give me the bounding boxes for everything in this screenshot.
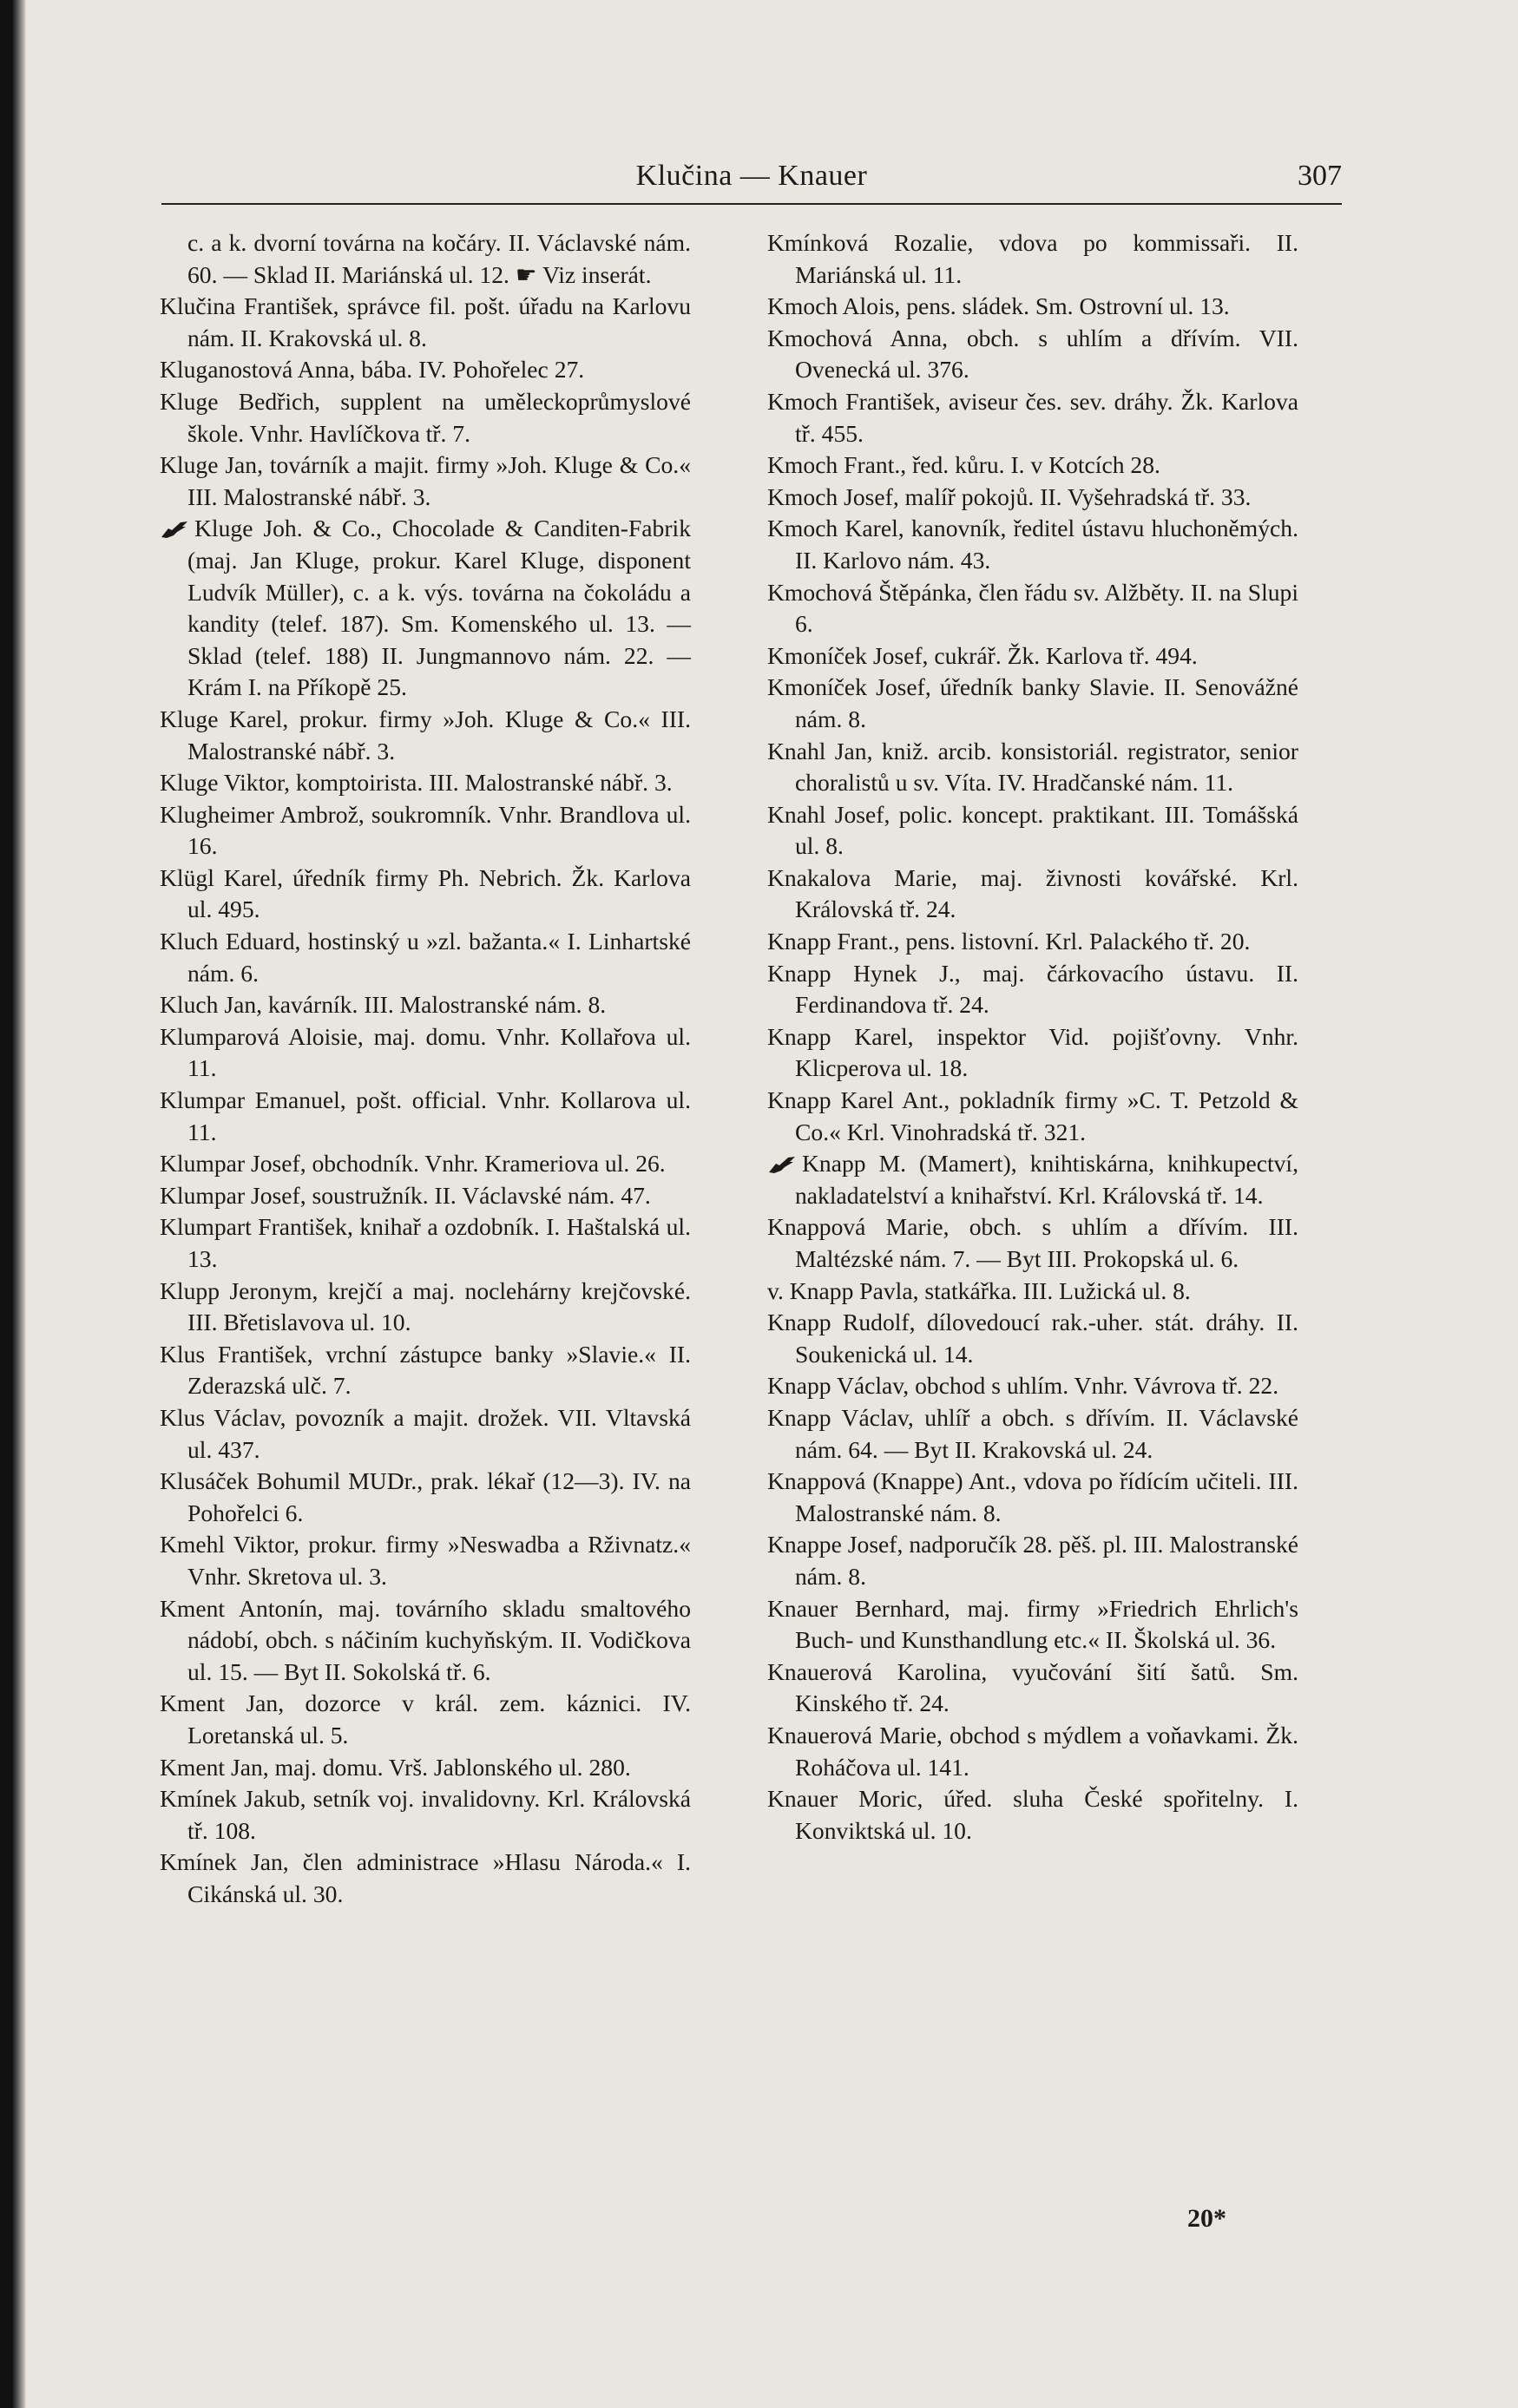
entry-text: Klusáček Bohumil MUDr., prak. lékař (12—3). IV. na Pohořelci 6. — [160, 1467, 691, 1526]
entry-text: Kmoch Frant., řed. kůru. I. v Kotcích 28. — [767, 451, 1160, 479]
entry-text: Knahl Josef, polic. koncept. praktikant. III. Tomášská ul. 8. — [767, 800, 1298, 860]
directory-entry — [767, 863, 1298, 926]
entry-text: Klumpart František, knihař a ozdobník. I. Haštalská ul. 13. — [160, 1213, 691, 1272]
entry-text: Knapp Hynek J., maj. čárkovacího ústavu. II. Ferdinandova tř. 24. — [767, 959, 1298, 1019]
directory-entry — [160, 1339, 691, 1402]
directory-entry — [767, 1276, 1298, 1308]
entry-text: Kmehl Viktor, prokur. firmy »Neswadba a Rživnatz.« Vnhr. Skretova ul. 3. — [160, 1531, 691, 1590]
directory-entry — [767, 640, 1298, 673]
directory-entry — [767, 1466, 1298, 1529]
directory-entry — [767, 1402, 1298, 1466]
scan-edge — [0, 0, 26, 2408]
entry-text: Kmínková Rozalie, vdova po kommissaři. II. Mariánská ul. 11. — [767, 229, 1298, 288]
left-column — [160, 227, 691, 1910]
entry-text: Knapp Václav, obchod s uhlím. Vnhr. Vávrova tř. 22. — [767, 1372, 1279, 1400]
directory-entry — [767, 1783, 1298, 1847]
entry-text: Knakalova Marie, maj. živnosti kovářské. Krl. Královská tř. 24. — [767, 863, 1298, 923]
directory-entry — [767, 958, 1298, 1021]
header-rule — [161, 203, 1342, 205]
entry-text: Knauerová Karolina, vyučování šití šatů. Sm. Kinského tř. 24. — [767, 1657, 1298, 1717]
entry-text: Kluganostová Anna, bába. IV. Pohořelec 27. — [160, 356, 585, 384]
directory-entry — [160, 354, 691, 386]
directory-entry — [160, 1529, 691, 1592]
directory-entry — [160, 1148, 691, 1180]
directory-entry — [160, 1752, 691, 1784]
entry-text: Kmoch František, aviseur čes. sev. dráhy. Žk. Karlova tř. 455. — [767, 387, 1298, 447]
page-number: 307 — [1298, 160, 1342, 192]
directory-entry — [767, 227, 1298, 291]
directory-entry — [160, 1847, 691, 1910]
directory-entry — [160, 1276, 691, 1339]
directory-entry — [767, 291, 1298, 323]
entry-text: Kmoch Josef, malíř pokojů. II. Vyšehradská tř. 33. — [767, 482, 1252, 510]
entry-text: Knapp Frant., pens. listovní. Krl. Palackého tř. 20. — [767, 928, 1251, 955]
directory-entry — [160, 449, 691, 513]
directory-entry — [160, 1021, 691, 1085]
entry-text: Kluch Eduard, hostinský u »zl. bažanta.« I. Linhartské nám. 6. — [160, 928, 691, 987]
directory-entry — [160, 386, 691, 449]
entry-text: Klumpar Josef, soustružník. II. Václavské nám. 47. — [160, 1181, 651, 1209]
entry-text: Kluge Joh. & Co., Chocolade & Canditen-Fabrik (maj. Jan Kluge, prokur. Karel Kluge, disponent Ludvík Müller), c. a k. výs. továrna na čokoládu a kandity (telef. 187). Sm. Komenského ul. 13. — Sklad (telef. 188) II. Jungmannovo nám. 22. — Krám I. na Příkopě 25. — [187, 515, 691, 701]
directory-entry — [160, 1783, 691, 1847]
directory-entry — [767, 1720, 1298, 1783]
entry-text: Kmínek Jakub, setník voj. invalidovny. Krl. Královská tř. 108. — [160, 1785, 691, 1844]
entry-text: Knauer Bernhard, maj. firmy »Friedrich Ehrlich's Buch- und Kunsthandlung etc.« II. Školská ul. 36. — [767, 1594, 1298, 1654]
pointing-hand-icon — [160, 520, 189, 539]
entry-text: Knauer Moric, úřed. sluha České spořitelny. I. Konviktská ul. 10. — [767, 1785, 1298, 1844]
entry-text: Kmínek Jan, člen administrace »Hlasu Národa.« I. Cikánská ul. 30. — [160, 1848, 691, 1907]
entry-text: Klumpar Emanuel, pošt. official. Vnhr. Kollarova ul. 11. — [160, 1086, 691, 1145]
directory-entry — [160, 704, 691, 767]
entry-text: Kmoníček Josef, cukrář. Žk. Karlova tř. 494. — [767, 641, 1198, 669]
directory-entry — [767, 736, 1298, 799]
directory-entry — [160, 863, 691, 926]
directory-entry — [160, 1402, 691, 1466]
entry-text: Kmochová Anna, obch. s uhlím a dřívím. VII. Ovenecká ul. 376. — [767, 324, 1298, 384]
directory-entry — [767, 513, 1298, 576]
entry-text: Knapp Václav, uhlíř a obch. s dřívím. II. Václavské nám. 64. — Byt II. Krakovská ul. 24. — [767, 1403, 1298, 1463]
directory-entry — [160, 767, 691, 799]
directory-entry — [160, 291, 691, 354]
entry-text: Knauerová Marie, obchod s mýdlem a voňavkami. Žk. Roháčova ul. 141. — [767, 1721, 1298, 1781]
directory-entry — [767, 386, 1298, 449]
entry-text: Kluge Jan, továrník a majit. firmy »Joh. Kluge & Co.« III. Malostranské nábř. 3. — [160, 451, 691, 510]
directory-entry — [767, 672, 1298, 735]
right-column — [767, 227, 1298, 1847]
entry-text: v. Knapp Pavla, statkářka. III. Lužická ul. 8. — [767, 1276, 1191, 1304]
directory-entry — [160, 1180, 691, 1212]
entry-text: Kluge Bedřich, supplent na uměleckoprůmyslové škole. Vnhr. Havlíčkova tř. 7. — [160, 387, 691, 447]
entry-text: Kmochová Štěpánka, člen řádu sv. Alžběty. II. na Slupi 6. — [767, 578, 1298, 638]
directory-entry — [767, 449, 1298, 482]
directory-entry — [160, 227, 691, 291]
entry-text: Klumparová Aloisie, maj. domu. Vnhr. Kollařova ul. 11. — [160, 1022, 691, 1082]
directory-entry — [767, 926, 1298, 958]
entry-text: Knahl Jan, kniž. arcib. konsistoriál. registrator, senior choralistů u sv. Víta. IV. Hradčanské nám. 11. — [767, 737, 1298, 797]
directory-entry — [767, 799, 1298, 863]
entry-text: Kmoch Karel, kanovník, ředitel ústavu hluchoněmých. II. Karlovo nám. 43. — [767, 515, 1298, 574]
directory-entry — [767, 1529, 1298, 1592]
directory-entry — [160, 926, 691, 989]
entry-text: Klügl Karel, úředník firmy Ph. Nebrich. Žk. Karlova ul. 495. — [160, 863, 691, 923]
entry-text: Knappe Josef, nadporučík 28. pěš. pl. III. Malostranské nám. 8. — [767, 1531, 1298, 1590]
directory-entry — [160, 989, 691, 1021]
directory-entry — [767, 1211, 1298, 1275]
entry-text: Klučina František, správce fil. pošt. úřadu na Karlovu nám. II. Krakovská ul. 8. — [160, 292, 691, 351]
entry-text: Kment Jan, dozorce v král. zem. káznici. IV. Loretanská ul. 5. — [160, 1690, 691, 1749]
directory-entry — [767, 1307, 1298, 1370]
entry-text: Kluge Viktor, komptoirista. III. Malostranské nábř. 3. — [160, 769, 673, 797]
running-head: Klučina — Knauer — [635, 160, 868, 192]
directory-entry — [767, 323, 1298, 386]
directory-entry — [160, 1466, 691, 1529]
directory-entry — [160, 1593, 691, 1689]
directory-entry — [767, 482, 1298, 514]
entry-text: Kmoníček Josef, úředník banky Slavie. II. Senovážné nám. 8. — [767, 673, 1298, 732]
entry-text: Klumpar Josef, obchodník. Vnhr. Krameriova ul. 26. — [160, 1150, 666, 1178]
directory-entry — [160, 1211, 691, 1275]
entry-text: Kluch Jan, kavárník. III. Malostranské nám. 8. — [160, 991, 607, 1019]
entry-text: Kmoch Alois, pens. sládek. Sm. Ostrovní ul. 13. — [767, 292, 1230, 320]
directory-entry — [160, 1688, 691, 1751]
directory-entry — [160, 799, 691, 863]
entry-text: Kluge Karel, prokur. firmy »Joh. Kluge & Co.« III. Malostranské nábř. 3. — [160, 705, 691, 764]
entry-text: Knappová (Knappe) Ant., vdova po řídícím učiteli. III. Malostranské nám. 8. — [767, 1467, 1298, 1526]
entry-text: Knappová Marie, obch. s uhlím a dřívím. III. Maltézské nám. 7. — Byt III. Prokopská ul. 6. — [767, 1213, 1298, 1272]
directory-entry — [767, 577, 1298, 640]
directory-entry — [767, 1021, 1298, 1085]
entry-text: Klupp Jeronym, krejčí a maj. noclehárny krejčovské. III. Břetislavova ul. 10. — [160, 1276, 691, 1336]
entry-text: Kment Antonín, maj. továrního skladu smaltového nádobí, obch. s náčiním kuchyňským. II. Vodičkova ul. 15. — Byt II. Sokolská tř. 6. — [160, 1594, 691, 1685]
directory-entry — [160, 1085, 691, 1148]
directory-entry — [767, 1370, 1298, 1402]
entry-text: Klugheimer Ambrož, soukromník. Vnhr. Brandlova ul. 16. — [160, 800, 691, 860]
page-header — [161, 154, 1342, 207]
entry-text: Klus Václav, povozník a majit. drožek. VII. Vltavská ul. 437. — [160, 1403, 691, 1463]
entry-text: Kment Jan, maj. domu. Vrš. Jablonského ul. 280. — [160, 1753, 631, 1781]
directory-entry — [767, 1593, 1298, 1657]
directory-entry — [160, 513, 691, 704]
entry-text: Knapp Karel Ant., pokladník firmy »C. T. Petzold & Co.« Krl. Vinohradská tř. 321. — [767, 1086, 1298, 1145]
directory-entry — [767, 1148, 1298, 1211]
entry-text: c. a k. dvorní továrna na kočáry. II. Václavské nám. 60. — Sklad II. Mariánská ul. 12. ☛ Viz inserát. — [187, 229, 691, 288]
pointing-hand-icon — [767, 1155, 797, 1174]
entry-text: Knapp Rudolf, dílovedoucí rak.-uher. stát. dráhy. II. Soukenická ul. 14. — [767, 1309, 1298, 1368]
entry-text: Knapp M. (Mamert), knihtiskárna, knihkupectví, nakladatelství a knihařství. Krl. Královská tř. 14. — [795, 1150, 1298, 1209]
signature-mark: 20* — [1187, 2204, 1226, 2233]
directory-entry — [767, 1657, 1298, 1720]
directory-entry — [767, 1085, 1298, 1148]
entry-text: Klus František, vrchní zástupce banky »Slavie.« II. Zderazská ulč. 7. — [160, 1340, 691, 1400]
entry-text: Knapp Karel, inspektor Vid. pojišťovny. Vnhr. Klicperova ul. 18. — [767, 1022, 1298, 1082]
